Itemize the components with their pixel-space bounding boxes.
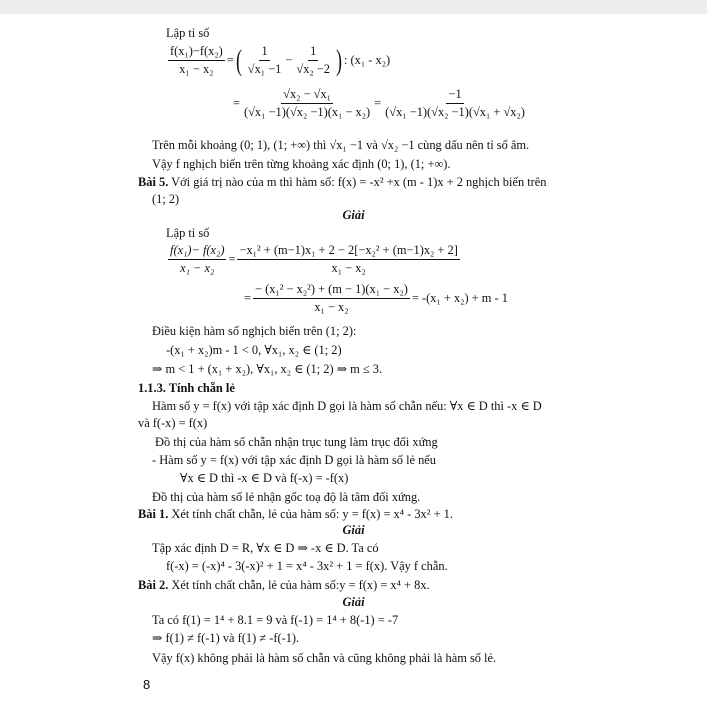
equation-4: = $\frac{\text{− (x₁² − x₂²) + (m − 1)(x₁ − x₂)}}{\text{x₁ − x₂}}$ = -(x₁ + x₂) + m - 1 xyxy=(244,282,508,314)
text-line: ⇒ f(1) ≠ f(-1) và f(1) ≠ -f(-1). xyxy=(152,631,300,645)
text-line: Đồ thị của hàm số lẻ nhận gốc toạ độ là tâm đối xứng. xyxy=(152,490,421,504)
text-line: và f(-x) = f(x) xyxy=(138,416,208,430)
text-line: Vậy f nghịch biến trên từng khoảng xác định (0; 1), (1; +∞). xyxy=(152,157,451,171)
equation-3: $\frac{\text{f(x₁)− f(x₂)}}{\text{x₁ − x₂}}$ = $\frac{\text{−x₁² + (m−1)x₁ + 2 − 2[−x₂² + (m−1)x₂ + 2]}}{\text{x₁ − x₂}}$ xyxy=(170,243,458,275)
exercise-2-line: Bài 2. Xét tính chất chẵn, lẻ của hàm số:y = f(x) = x⁴ + 8x. xyxy=(138,578,430,592)
text-line: Lập tỉ số xyxy=(166,226,210,240)
exercise-5-line: Bài 5. Với giá trị nào của m thì hàm số: f(x) = -x² +x (m - 1)x + 2 nghịch biến trên xyxy=(138,175,547,189)
solution-heading: Giải xyxy=(342,208,365,222)
text-line: Điều kiện hàm số nghịch biến trên (1; 2): xyxy=(152,324,357,338)
text-line: Lập tỉ số xyxy=(166,26,210,40)
text-line: Hàm số y = f(x) với tập xác định D gọi là hàm số chẵn nếu: ∀x ∈ D thì -x ∈ D xyxy=(152,399,542,413)
page-number: 8 xyxy=(143,677,151,692)
fraction: $\frac{\text{−x₁² + (m−1)x₁ + 2 − 2[−x₂² + (m−1)x₂ + 2]}}{\text{x₁ − x₂}}$ xyxy=(239,243,458,275)
fraction: $\frac{1}{\text{√x₁ −1}}$ xyxy=(247,44,282,76)
fraction: $\frac{\text{f(x₁)− f(x₂)}}{\text{x₁ − x₂}}$ xyxy=(170,243,225,275)
text-line: Đồ thị của hàm số chẵn nhận trục tung làm trục đối xứng xyxy=(155,435,438,449)
text-line: - Hàm số y = f(x) với tập xác định D gọi là hàm số lẻ nếu xyxy=(152,453,437,467)
text-line: ∀x ∈ D thì -x ∈ D và f(-x) = -f(x) xyxy=(180,471,349,485)
text-line: -(x₁ + x₂)m - 1 < 0, ∀x₁, x₂ ∈ (1; 2) xyxy=(166,343,342,357)
text-line: ⇒ m < 1 + (x₁ + x₂), ∀x₁, x₂ ∈ (1; 2) ⇒ m ≤ 3. xyxy=(152,362,383,376)
exercise-1-line: Bài 1. Xét tính chất chẵn, lẻ của hàm số: y = f(x) = x⁴ - 3x² + 1. xyxy=(138,507,453,521)
text-line: Vậy f(x) không phải là hàm số chẵn và cũng không phải là hàm số lẻ. xyxy=(152,651,497,665)
fraction: $\frac{-1}{\text{(√x₁ −1)(√x₂ −1)(√x₁ + √x₂)}}$ xyxy=(385,87,525,119)
fraction: $\frac{\text{f(x₁)−f(x₂)}}{\text{x₁ − x₂}}$ xyxy=(170,44,223,76)
equation-1: $\frac{\text{f(x₁)−f(x₂)}}{\text{x₁ − x₂}}$ = ( $\frac{1}{\text{√x₁ −1}}$ − $\frac{1}{\text{√x₂ −2}}$ ) : (x₁ - x₂) xyxy=(170,43,391,77)
text-line: f(-x) = (-x)⁴ - 3(-x)² + 1 = x⁴ - 3x² + 1 = f(x). Vậy f chẵn. xyxy=(166,559,448,573)
solution-heading: Giải xyxy=(342,595,365,609)
equation-2: = $\frac{\text{√x₂ − √x₁}}{\text{(√x₁ −1)(√x₂ −1)(x₁ − x₂)}}$ = $\frac{-1}{\text{(√x₁ −1)(√x₂ −1)(√x₁ + √x₂)}}$ xyxy=(233,87,525,119)
fraction: $\frac{\text{√x₂ − √x₁}}{\text{(√x₁ −1)(√x₂ −1)(x₁ − x₂)}}$ xyxy=(244,87,371,119)
fraction: $\frac{\text{− (x₁² − x₂²) + (m − 1)(x₁ − x₂)}}{\text{x₁ − x₂}}$ xyxy=(255,282,408,314)
fraction: $\frac{1}{\text{√x₂ −2}}$ xyxy=(296,44,330,76)
text-line: (1; 2) xyxy=(152,192,180,206)
section-heading: 1.1.3. Tính chẵn lẻ xyxy=(138,381,235,395)
text-line: Trên mỗi khoảng (0; 1), (1; +∞) thì √x₁ −1 và √x₂ −1 cùng dấu nên tỉ số âm. xyxy=(152,138,530,152)
solution-heading: Giải xyxy=(342,523,365,537)
text-line: Tập xác định D = R, ∀x ∈ D ⇒ -x ∈ D. Ta có xyxy=(152,541,379,555)
text-line: Ta có f(1) = 1⁴ + 8.1 = 9 và f(-1) = 1⁴ + 8(-1) = -7 xyxy=(152,613,399,627)
